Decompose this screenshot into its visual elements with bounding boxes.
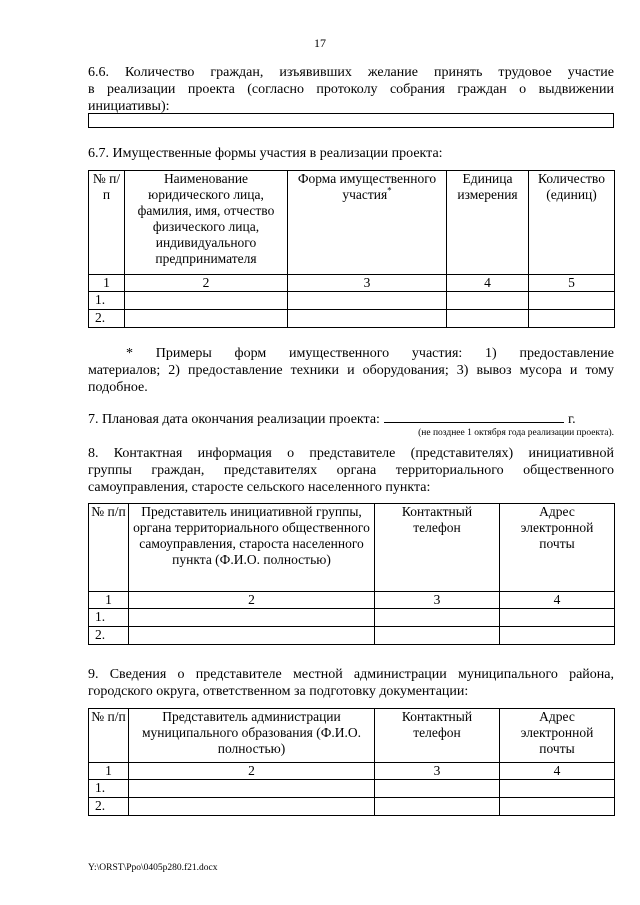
section-9-line1: 9. Сведения о представителе местной администрации муниципального района, bbox=[88, 667, 614, 682]
col-number: 2 bbox=[129, 592, 375, 609]
table-cell[interactable] bbox=[375, 780, 500, 798]
table-row bbox=[89, 310, 615, 328]
table-row bbox=[89, 609, 615, 627]
col-number: 2 bbox=[129, 763, 375, 780]
footnote-line1: * Примеры форм имущественного участия: 1) предоставление bbox=[126, 346, 614, 361]
section-6-6-line2: в реализации проекта (согласно протоколу собрания граждан о выдвижении bbox=[88, 82, 614, 97]
table-cell[interactable] bbox=[129, 627, 375, 645]
header-num: № п/п bbox=[89, 709, 129, 763]
col-number: 4 bbox=[500, 592, 615, 609]
col-number: 1 bbox=[89, 763, 129, 780]
table-cell[interactable] bbox=[125, 310, 288, 328]
table-cell[interactable] bbox=[375, 627, 500, 645]
col-number: 3 bbox=[375, 763, 500, 780]
header-email: Адрес электронной почты bbox=[500, 709, 615, 763]
table-row bbox=[89, 798, 615, 816]
header-unit: Единица измерения bbox=[447, 171, 529, 275]
contact-info-table bbox=[88, 503, 615, 645]
header-phone: Контактный телефон bbox=[375, 709, 500, 763]
header-form bbox=[288, 171, 447, 275]
table-cell[interactable] bbox=[500, 627, 615, 645]
col-number: 4 bbox=[500, 763, 615, 780]
table-cell[interactable] bbox=[129, 609, 375, 627]
table-cell[interactable] bbox=[288, 310, 447, 328]
header-quantity: Количество (единиц) bbox=[529, 171, 615, 275]
header-representative: Представитель инициативной группы, органа территориального общественного самоуправления, староста населенного пункта (Ф.И.О. полностью) bbox=[129, 504, 375, 592]
row-number: 2. bbox=[89, 310, 125, 328]
row-number: 1. bbox=[89, 292, 125, 310]
administration-rep-table bbox=[88, 708, 615, 816]
end-date-field[interactable] bbox=[384, 422, 564, 423]
file-path-footer: Y:\ORST\Ppo\0405p280.f21.docx bbox=[88, 863, 218, 873]
header-form-text: Форма имущественного участия bbox=[297, 171, 437, 202]
header-email: Адрес электронной почты bbox=[500, 504, 615, 592]
table-cell[interactable] bbox=[375, 609, 500, 627]
table-cell[interactable] bbox=[500, 798, 615, 816]
table-cell[interactable] bbox=[129, 798, 375, 816]
header-entity-name: Наименование юридического лица, фамилия, имя, отчество физического лица, индивидуального предпринимателя bbox=[125, 171, 288, 275]
col-number: 5 bbox=[529, 275, 615, 292]
table-cell[interactable] bbox=[375, 798, 500, 816]
table-row bbox=[89, 627, 615, 645]
table-cell[interactable] bbox=[529, 292, 615, 310]
header-form-asterisk: * bbox=[387, 185, 392, 196]
header-num: № п/п bbox=[89, 504, 129, 592]
property-participation-table bbox=[88, 170, 615, 328]
page-number: 17 bbox=[314, 36, 326, 50]
col-number: 1 bbox=[89, 592, 129, 609]
section-7-text: 7. Плановая дата окончания реализации проекта: bbox=[88, 412, 380, 427]
col-number: 4 bbox=[447, 275, 529, 292]
row-number: 2. bbox=[89, 627, 129, 645]
section-7 bbox=[88, 411, 614, 428]
col-number: 3 bbox=[288, 275, 447, 292]
section-8-line1: 8. Контактная информация о представителе (представителях) инициативной bbox=[88, 446, 614, 461]
section-7-note: (не позднее 1 октября года реализации проекта). bbox=[418, 428, 614, 438]
section-8-line2: группы граждан, представителях органа территориального общественного bbox=[88, 463, 614, 478]
table-cell[interactable] bbox=[447, 292, 529, 310]
section-8-line3: самоуправления, старосте сельского населенного пункта: bbox=[88, 480, 431, 495]
table-cell[interactable] bbox=[125, 292, 288, 310]
table-cell[interactable] bbox=[129, 780, 375, 798]
header-phone: Контактный телефон bbox=[375, 504, 500, 592]
header-num: № п/п bbox=[89, 171, 125, 275]
section-6-7-title: 6.7. Имущественные формы участия в реализации проекта: bbox=[88, 146, 443, 161]
row-number: 1. bbox=[89, 609, 129, 627]
table-row bbox=[89, 780, 615, 798]
table-cell[interactable] bbox=[500, 609, 615, 627]
col-number: 1 bbox=[89, 275, 125, 292]
col-number: 2 bbox=[125, 275, 288, 292]
table-cell[interactable] bbox=[288, 292, 447, 310]
header-administration-rep: Представитель администрации муниципального образования (Ф.И.О. полностью) bbox=[129, 709, 375, 763]
table-cell[interactable] bbox=[529, 310, 615, 328]
participants-count-field[interactable] bbox=[88, 113, 614, 128]
table-cell[interactable] bbox=[500, 780, 615, 798]
row-number: 2. bbox=[89, 798, 129, 816]
footnote-line2: материалов; 2) предоставление техники и оборудования; 3) вывоз мусора и тому подобное. bbox=[88, 363, 614, 395]
row-number: 1. bbox=[89, 780, 129, 798]
section-9-line2: городского округа, ответственном за подготовку документации: bbox=[88, 684, 469, 699]
table-row bbox=[89, 292, 615, 310]
section-7-suffix: г. bbox=[567, 412, 576, 427]
section-6-6-line1: 6.6. Количество граждан, изъявивших желание принять трудовое участие bbox=[88, 65, 614, 80]
table-cell[interactable] bbox=[447, 310, 529, 328]
section-6-6-line3: инициативы): bbox=[88, 99, 170, 114]
col-number: 3 bbox=[375, 592, 500, 609]
